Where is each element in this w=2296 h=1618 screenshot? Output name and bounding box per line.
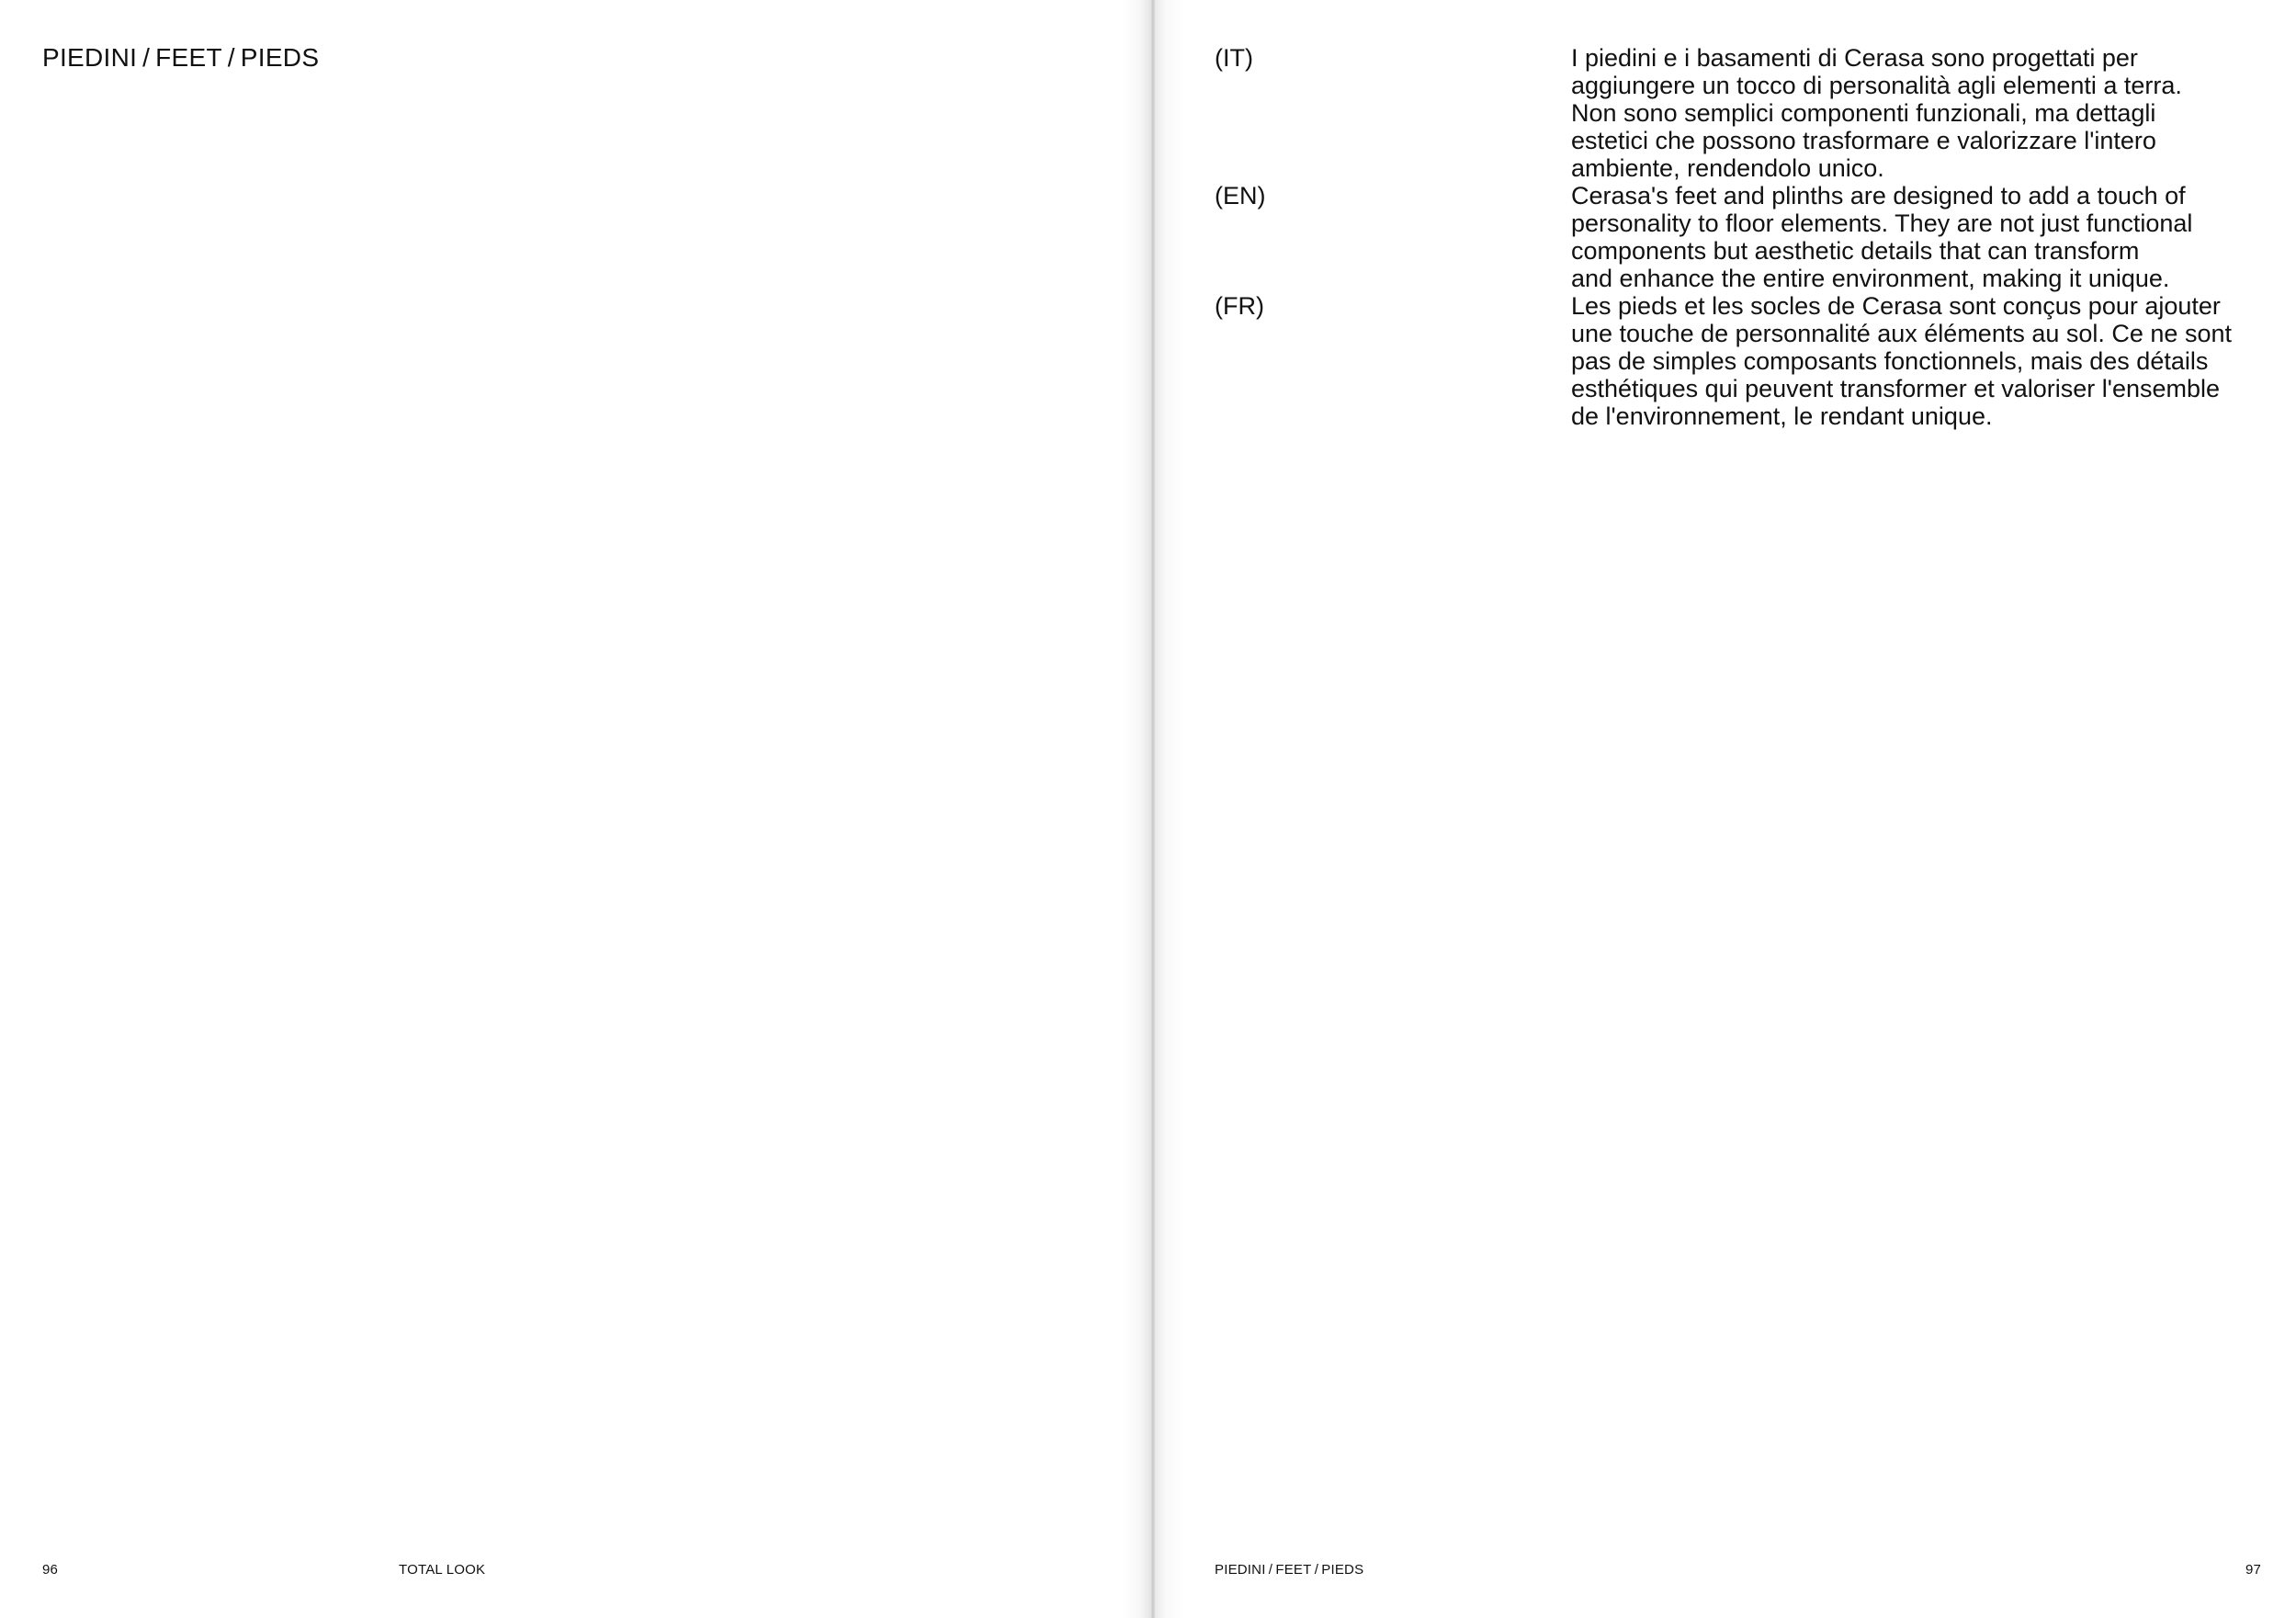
language-code: (EN) xyxy=(1215,182,1266,209)
text-line: Cerasa's feet and plinths are designed to add a touch of xyxy=(1571,182,2186,209)
section-title: PIEDINI / FEET / PIEDS xyxy=(42,43,320,72)
text-line: Les pieds et les socles de Cerasa sont conçus pour ajouter xyxy=(1571,292,2221,320)
text-line: une touche de personnalité aux éléments au sol. Ce ne sont xyxy=(1571,320,2232,347)
text-line: pas de simples composants fonctionnels, mais des détails xyxy=(1571,347,2209,375)
page-number-right: 97 xyxy=(2245,1562,2262,1578)
text-line: personality to floor elements. They are not just functional xyxy=(1571,209,2193,237)
running-title-right: PIEDINI / FEET / PIEDS xyxy=(1215,1562,1364,1578)
paragraph-fr xyxy=(1571,292,2269,430)
text-line: components but aesthetic details that can transform xyxy=(1571,237,2140,265)
text-line: and enhance the entire environment, making it unique. xyxy=(1571,265,2170,292)
right-page xyxy=(1152,0,2296,1618)
text-line: Non sono semplici componenti funzionali, ma dettagli xyxy=(1571,99,2156,127)
text-line: aggiungere un tocco di personalità agli elementi a terra. xyxy=(1571,72,2182,99)
text-line: estetici che possono trasformare e valorizzare l'intero xyxy=(1571,127,2156,154)
language-code: (FR) xyxy=(1215,292,1264,320)
text-line: esthétiques qui peuvent transformer et valoriser l'ensemble xyxy=(1571,375,2221,402)
paragraph-en xyxy=(1571,182,2269,292)
language-code: (IT) xyxy=(1215,44,1253,72)
running-title-left: TOTAL LOOK xyxy=(399,1562,486,1578)
text-line: I piedini e i basamenti di Cerasa sono progettati per xyxy=(1571,44,2138,72)
paragraph-it xyxy=(1571,44,2269,182)
page-number-left: 96 xyxy=(42,1562,59,1578)
text-line: ambiente, rendendolo unico. xyxy=(1571,154,1884,182)
text-line: de l'environnement, le rendant unique. xyxy=(1571,402,1993,430)
